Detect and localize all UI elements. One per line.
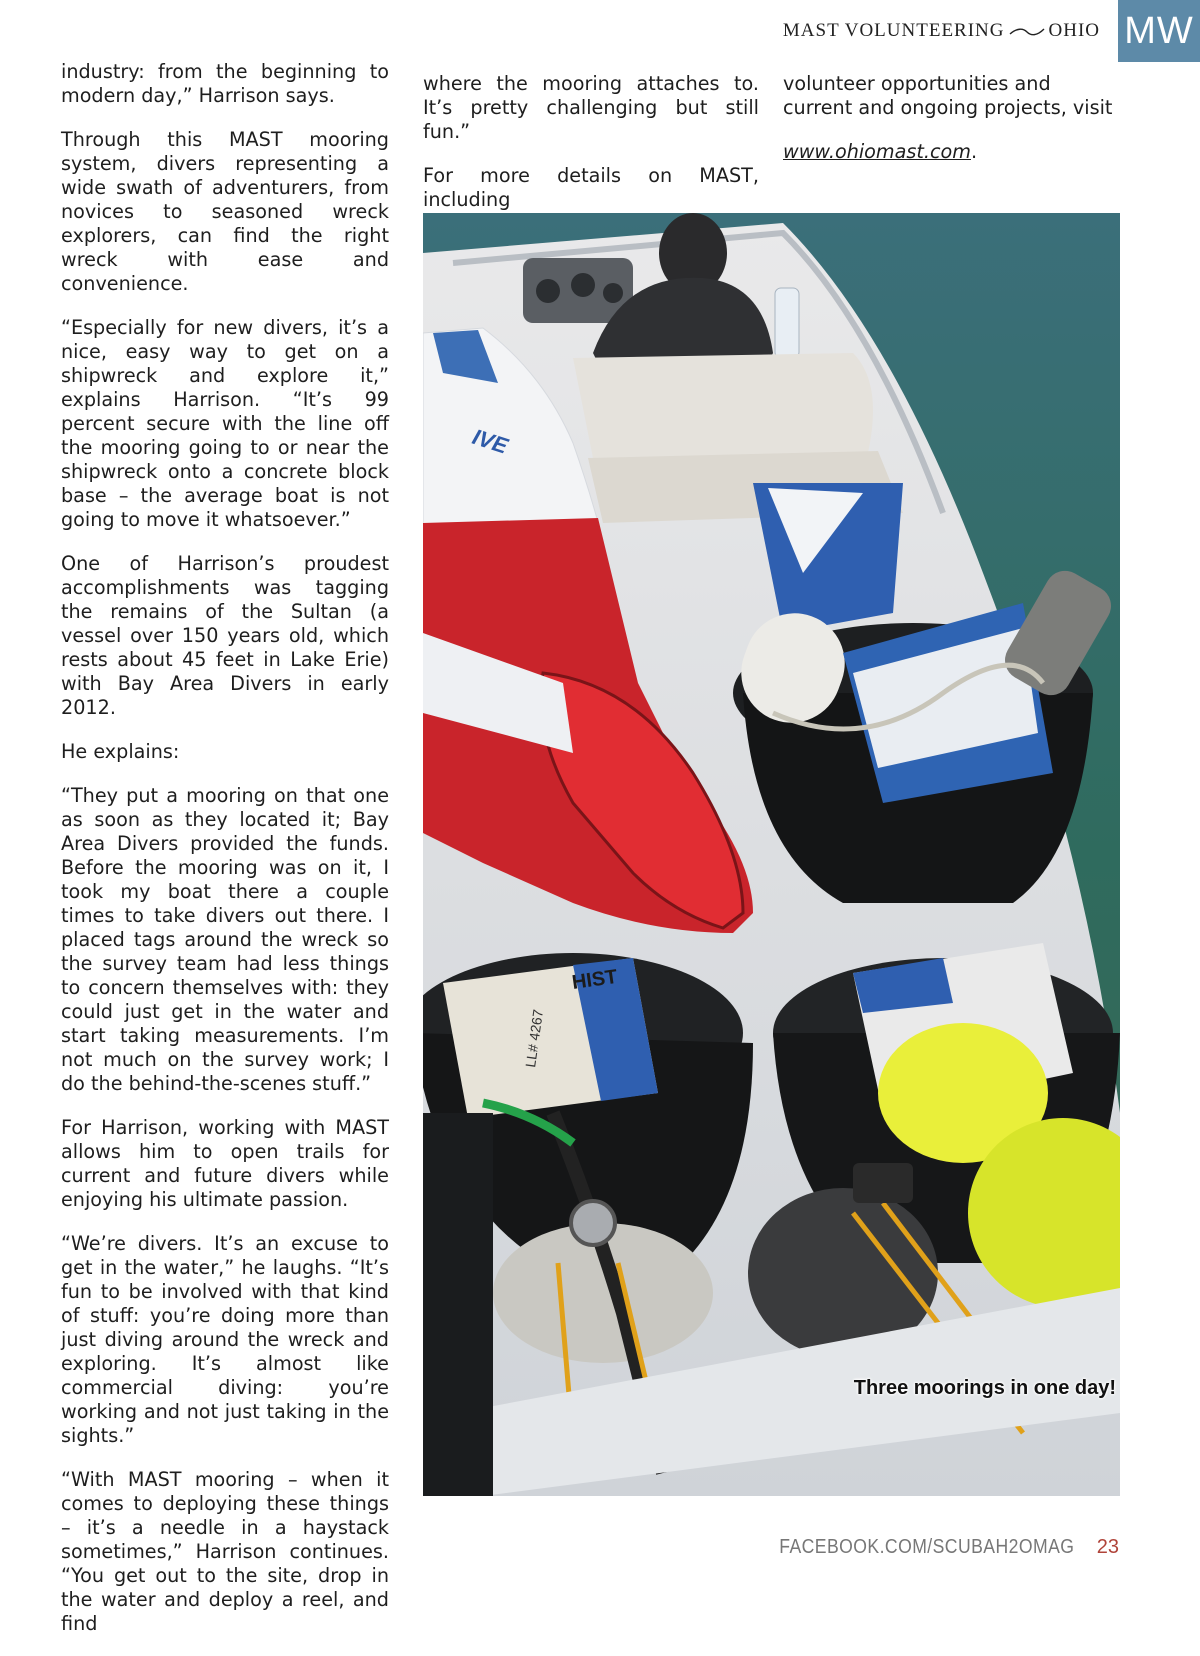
paragraph: where the mooring attaches to. It’s pretty challenging but still fun.” <box>423 72 759 143</box>
running-header <box>783 20 1100 42</box>
section-title: MAST VOLUNTEERING <box>782 20 1005 41</box>
paragraph: For more details on MAST, including <box>423 164 759 211</box>
buoy-label: HIST <box>570 965 619 994</box>
paragraph: “They put a mooring on that one as soon as they located it; Bay Area Divers provided the funds. Before the mooring was on it, I took my boat there a couple times to take divers out there. I placed tags around the wreck so the survey team had less things to concern themselves with: they could just get in the water and start taking measurements. I’m not much on the survey work; I do the behind-the-scenes stuff.” <box>61 784 389 1095</box>
page-number: 23 <box>1096 1536 1119 1558</box>
paragraph: Through this MAST mooring system, divers representing a wide swath of adventurers, from novices to seasoned wreck explorers, can find the right wreck with ease and convenience. <box>61 128 389 295</box>
buoy-id: LL# 4267 <box>522 1008 547 1069</box>
footer-url[interactable]: FACEBOOK.COM/SCUBAH2OMAG <box>778 1536 1074 1558</box>
paragraph: “With MAST mooring – when it comes to deploying these things – it’s a needle in a haystack sometimes,” Harrison continues. “You get out to the site, drop in the water and deploy a reel, and find <box>61 1468 389 1635</box>
boat-illustration <box>423 213 1120 1496</box>
paragraph: One of Harrison’s proudest accomplishments was tagging the remains of the Sultan (a vessel over 150 years old, which rests about 45 feet in Lake Erie) with Bay Area Divers in early 2012. <box>61 552 389 719</box>
website-line <box>783 140 1121 164</box>
paragraph: volunteer opportunities and current and ongoing projects, visit <box>783 72 1113 119</box>
url-suffix: . <box>970 140 978 163</box>
paragraph: He explains: <box>61 740 180 763</box>
paragraph: industry: from the beginning to modern day,” Harrison says. <box>61 60 389 107</box>
towel-logo: IVE <box>469 423 511 459</box>
paragraph: “Especially for new divers, it’s a nice, easy way to get on a shipwreck and explore it,” explains Harrison. “It’s 99 percent secure with the line off the mooring going to or near the shipwreck onto a concrete block base – the average boat is not going to move it whatsoever.” <box>61 316 389 531</box>
mw-badge: MW <box>1118 0 1200 62</box>
paragraph: For Harrison, working with MAST allows him to open trails for current and future divers while enjoying his ultimate passion. <box>61 1116 389 1211</box>
paragraph: “We’re divers. It’s an excuse to get in the water,” he laughs. “It’s fun to be involved with that kind of stuff: you’re doing more than just diving around the wreck and exploring. It’s almost like commercial diving: you’re working and not just taking in the sights.” <box>61 1232 389 1447</box>
boat-photo <box>423 213 1120 1496</box>
swash-ornament-icon <box>1009 26 1045 38</box>
text-column-1 <box>61 60 389 1656</box>
text-column-2 <box>423 72 759 232</box>
region-label: OHIO <box>1048 20 1100 41</box>
photo-caption: Three moorings in one day! <box>853 1377 1116 1399</box>
text-column-3 <box>783 72 1121 184</box>
website-link[interactable]: www.ohiomast.com <box>783 140 971 163</box>
